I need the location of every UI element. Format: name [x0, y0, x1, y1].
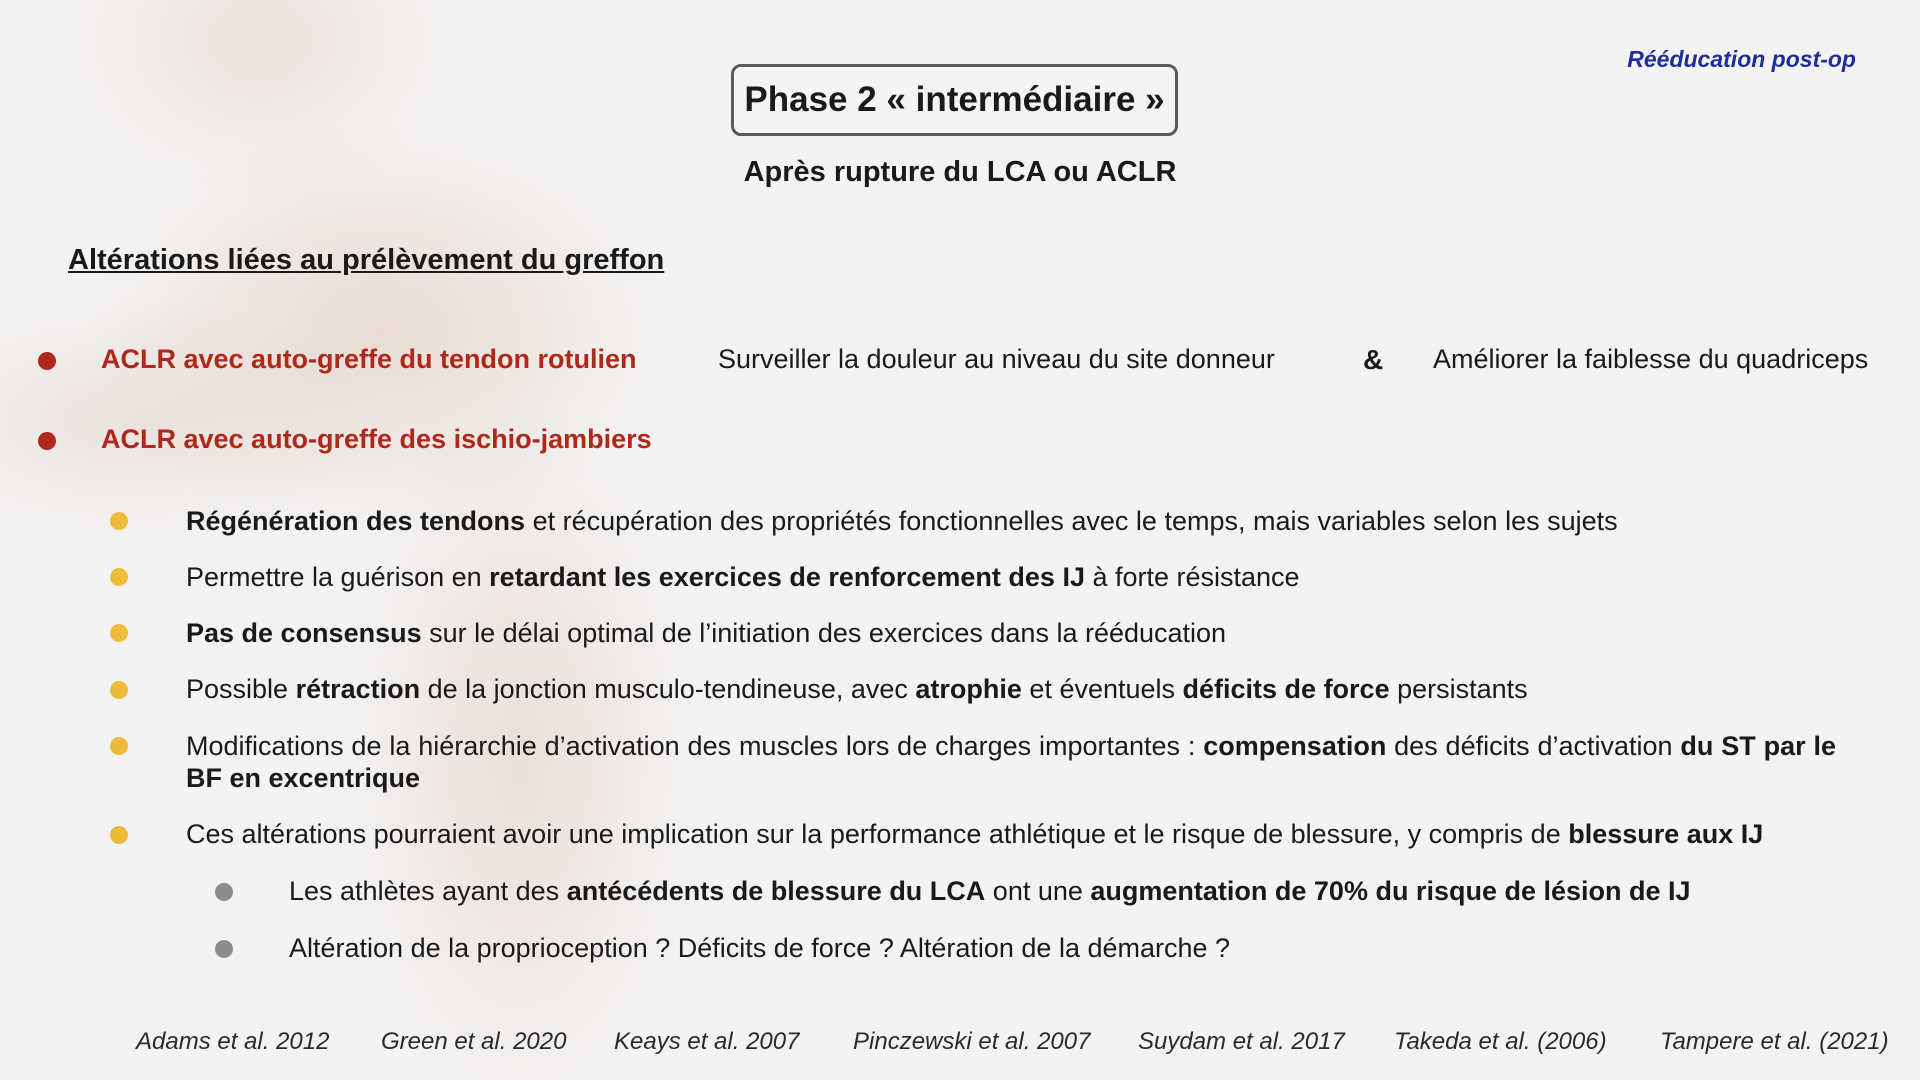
ampersand: & [1363, 344, 1384, 375]
bullet-yellow [110, 737, 128, 755]
bullet-grey [215, 940, 233, 958]
reference: Green et al. 2020 [381, 1028, 567, 1055]
list-item: Pas de consensus sur le délai optimal de l’initiation des exercices dans la rééducation [186, 618, 1227, 648]
list-item: Permettre la guérison en retardant les exercices de renforcement des IJ à forte résistance [186, 562, 1300, 592]
list-item: Ces altérations pourraient avoir une implication sur la performance athlétique et le risque de blessure, y compris de blessure aux IJ [186, 819, 1764, 849]
section-title: Altérations liées au prélèvement du greffon [68, 244, 665, 276]
bullet-grey [215, 883, 233, 901]
quadriceps-goal: Améliorer la faiblesse du quadriceps [1433, 344, 1869, 374]
bullet-yellow [110, 681, 128, 699]
donor-site-goal: Surveiller la douleur au niveau du site donneur [718, 344, 1275, 374]
bullet-yellow [110, 512, 128, 530]
phase-title-box: Phase 2 « intermédiaire » [731, 64, 1178, 136]
patellar-graft-label: ACLR avec auto-greffe du tendon rotulien [101, 344, 637, 374]
list-subitem: Altération de la proprioception ? Déficits de force ? Altération de la démarche ? [289, 933, 1231, 963]
reference: Keays et al. 2007 [614, 1028, 800, 1055]
reference: Pinczewski et al. 2007 [853, 1028, 1091, 1055]
reference: Takeda et al. (2006) [1394, 1028, 1607, 1055]
bullet-yellow [110, 624, 128, 642]
bullet-red [38, 432, 56, 450]
list-item: Possible rétraction de la jonction musculo-tendineuse, avec atrophie et éventuels déficits de force persistants [186, 674, 1528, 704]
slide-subtitle: Après rupture du LCA ou ACLR [743, 156, 1177, 188]
bullet-yellow [110, 568, 128, 586]
list-subitem: Les athlètes ayant des antécédents de blessure du LCA ont une augmentation de 70% du risque de lésion de IJ [289, 876, 1691, 906]
reference: Tampere et al. (2021) [1660, 1028, 1889, 1055]
list-item: Régénération des tendons et récupération des propriétés fonctionnelles avec le temps, mais variables selon les sujets [186, 506, 1618, 536]
list-item: Modifications de la hiérarchie d’activation des muscles lors de charges importantes : compensation des déficits d’activation du ST par le BF en excentrique [186, 731, 1836, 793]
bullet-yellow [110, 826, 128, 844]
section-tag: Rééducation post-op [1627, 46, 1856, 72]
hamstring-graft-label: ACLR avec auto-greffe des ischio-jambiers [101, 424, 652, 454]
reference: Suydam et al. 2017 [1138, 1028, 1345, 1055]
bullet-red [38, 352, 56, 370]
reference: Adams et al. 2012 [136, 1028, 330, 1055]
